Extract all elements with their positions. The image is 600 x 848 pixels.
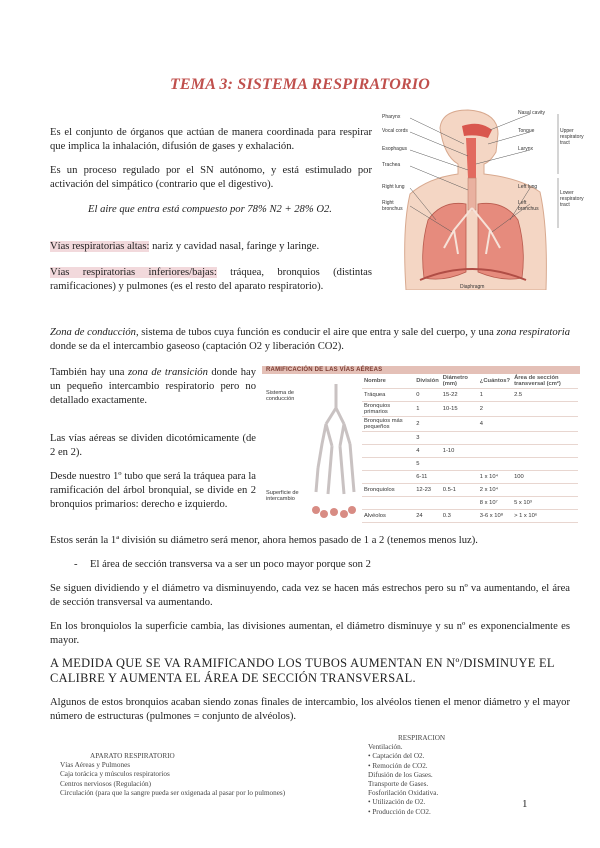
label-left-bronchus: Left xyxy=(518,200,527,206)
lower-airways xyxy=(50,266,372,294)
table-row: Bronquiolos 12-23 0.5-1 2 x 10⁴ xyxy=(362,484,578,497)
list-item: Transporte de Gases. xyxy=(368,780,429,789)
header-area: Área de sección transversal (cm²) xyxy=(512,374,578,389)
table-row: Bronquios más pequeños 2 4 xyxy=(362,417,578,432)
bullet-dash: - xyxy=(74,559,78,570)
header-name: Nombre xyxy=(362,374,414,389)
lower-airways-label: Vías respiratorias inferiores/bajas: xyxy=(50,267,217,278)
label-tongue: Tongue xyxy=(518,128,535,134)
list-item: Circulación (para que la sangre pueda ser oxigenada al pasar por lo pulmones) xyxy=(60,788,286,797)
label-lower-tract: Lower xyxy=(560,190,574,196)
table-title: RAMIFICACIÓN DE LAS VÍAS AÉREAS xyxy=(262,366,580,374)
bullet-item: - El área de sección transversa va a ser un poco mayor porque son 2 xyxy=(90,558,570,572)
page-title: TEMA 3: SISTEMA RESPIRATORIO xyxy=(169,76,431,93)
svg-text:respiratory: respiratory xyxy=(560,134,584,140)
list-item: Difusión de los Gases. xyxy=(368,770,433,779)
list-item: Fosforilación Oxidativa. xyxy=(368,789,439,798)
air-composition: El aire que entra está compuesto por 78% N2 + 28% O2. xyxy=(88,204,332,215)
dichotomous-paragraph: Las vías aéreas se dividen dicotómicamente (de 2 en 2). xyxy=(50,433,256,459)
branching-table xyxy=(362,374,578,523)
label-trachea: Trachea xyxy=(382,162,401,168)
header-division: División xyxy=(414,374,441,389)
list-item: Caja torácica y músculos respiratorios xyxy=(60,770,170,779)
upper-airways-text: nariz y cavidad nasal, faringe y laringe. xyxy=(149,241,320,252)
label-nasal-cavity: Nasal cavity xyxy=(518,110,545,116)
conduction-term: Zona de conducción xyxy=(50,327,136,338)
list-item: Vías Aéreas y Pulmones xyxy=(60,761,131,770)
transition-term: zona de transición xyxy=(127,367,208,378)
zone-exchange-label: Superficie de intercambio xyxy=(266,490,299,502)
footer-right-heading: RESPIRACION xyxy=(398,734,446,742)
table-row: Bronquios primarios 1 10-15 2 xyxy=(362,402,578,417)
transition-paragraph: También hay una zona de transición donde hay un pequeño intercambio respiratorio pero no detallado exactamente. xyxy=(50,367,257,407)
lower-airways-text: tráquea, bronquios (distintas ramificaciones) y pulmones (es el resto del aparato respiratorio). xyxy=(50,267,372,293)
svg-text:bronchus: bronchus xyxy=(518,206,539,212)
footer-left-heading: APARATO RESPIRATORIO xyxy=(90,752,175,760)
bronchioles-paragraph: En los bronquiolos la superficie cambia, las divisiones aumentan, el diámetro disminuye y su nº es exponencialmente es mayor. xyxy=(50,621,570,647)
list-item: • Producción de CO2. xyxy=(368,807,431,816)
upper-airways xyxy=(50,240,372,254)
table-row: 3 xyxy=(362,432,578,445)
alveoli-paragraph: Algunos de estos bronquios acaban siendo zonas finales de intercambio, los alvéolos tienen el menor diámetro y el mayor número de estructuras (pulmones = conjunto de alvéolos). xyxy=(50,697,570,723)
table-row: 5 xyxy=(362,458,578,471)
table-row: 8 x 10⁷ 5 x 10³ xyxy=(362,497,578,510)
header-diameter: Diámetro (mm) xyxy=(441,374,478,389)
caps-statement: A MEDIDA QUE SE VA RAMIFICANDO LOS TUBOS AUMENTAN EN Nº/DISMINUYE EL CALIBRE Y AUMENTA EL ÁREA DE SECCIÓN TRANSVERSAL. xyxy=(50,656,555,685)
svg-text:bronchus: bronchus xyxy=(382,206,403,212)
label-larynx: Larynx xyxy=(518,146,534,152)
label-vocal-cords: Vocal cords xyxy=(382,128,408,134)
airway-branching-figure xyxy=(262,366,580,524)
label-right-lung: Right lung xyxy=(382,184,405,190)
list-item: • Remoción de CO2. xyxy=(368,761,428,770)
upper-airways-label: Vías respiratorias altas: xyxy=(50,241,150,252)
table-row: 6-11 1 x 10⁴ 100 xyxy=(362,471,578,484)
list-item: Centros nerviosos (Regulación) xyxy=(60,779,152,788)
further-division-paragraph: Se siguen dividiendo y el diámetro va disminuyendo, cada vez se hacen más estrechos pero su nº va aumentando, el área de sección transversal va aumentando. xyxy=(50,583,570,609)
intro-paragraph-2: Es un proceso regulado por el SN autónomo, y está estimulado por activación del simpático (contrario que el digestivo). xyxy=(50,165,372,191)
table-row: Alvéolos 24 0.3 3-6 x 10⁸ > 1 x 10⁶ xyxy=(362,510,578,523)
respiratory-term: zona respiratoria xyxy=(496,327,570,338)
label-esophagus: Esophagus xyxy=(382,146,408,152)
trachea-paragraph: Desde nuestro 1º tubo que será la tráquea para la ramificación del árbol bronquial, se divide en 2 bronquios primarios: derecho e izquierdo. xyxy=(50,471,256,511)
page-number: 1 xyxy=(522,798,528,810)
first-division-paragraph: Estos serán la 1ª división su diámetro será menor, ahora hemos pasado de 1 a 2 (tenemos menos luz). xyxy=(50,535,478,546)
bronchial-tree-icon xyxy=(308,384,358,524)
label-right-bronchus: Right xyxy=(382,200,394,206)
respiratory-anatomy-figure xyxy=(380,108,592,290)
label-upper-tract: Upper xyxy=(560,128,574,134)
list-item: Ventilación. xyxy=(368,743,403,752)
svg-text:respiratory: respiratory xyxy=(560,196,584,202)
svg-text:tract: tract xyxy=(560,202,570,208)
list-item: • Utilización de O2. xyxy=(368,798,426,807)
label-diaphragm: Diaphragm xyxy=(460,284,485,290)
intro-paragraph-1: Es el conjunto de órganos que actúan de manera coordinada para respirar que implica la inhalación, difusión de gases y exhalación. xyxy=(50,127,372,153)
header-count: ¿Cuántos? xyxy=(478,374,512,389)
label-left-lung: Left lung xyxy=(518,184,538,190)
table-row: Tráquea 0 15-22 1 2.5 xyxy=(362,389,578,402)
footer-right-notes xyxy=(368,734,518,817)
zone-conduction-label: Sistema de conducción xyxy=(266,390,295,402)
footer-left-notes xyxy=(60,752,370,798)
label-pharynx: Pharynx xyxy=(382,114,401,120)
list-item: • Captación del O2. xyxy=(368,752,425,761)
table-row: 4 1-10 xyxy=(362,445,578,458)
zones-paragraph: Zona de conducción, sistema de tubos cuya función es conducir el aire que entra y sale del cuerpo, y una zona respiratoria donde se da el intercambio gaseoso (captación O2 y liberación CO2). xyxy=(50,327,570,353)
svg-text:tract: tract xyxy=(560,140,570,146)
